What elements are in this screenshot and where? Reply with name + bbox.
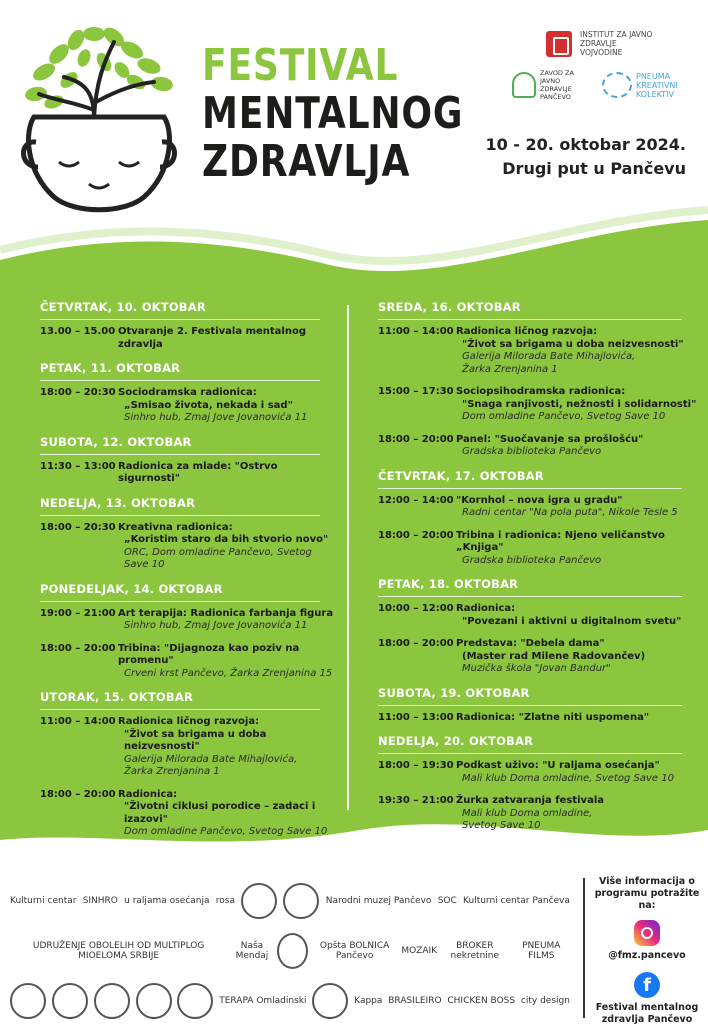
day-title: PONEDELJAK, 14. OKTOBAR <box>40 582 320 602</box>
event-subtitle: "Životni ciklusi porodice – zadaci i izazovi" <box>124 801 316 825</box>
event-title: Radionica ličnog razvoja: <box>118 716 260 727</box>
day-block <box>40 582 335 681</box>
program-schedule <box>0 300 708 837</box>
day-title: PETAK, 11. OKTOBAR <box>40 361 320 381</box>
day-title: UTORAK, 15. OKTOBAR <box>40 690 320 710</box>
sponsor-logo: CHICKEN BOSS <box>447 996 516 1006</box>
logo-row-2 <box>10 928 570 974</box>
event-item <box>40 789 335 839</box>
institute-logo <box>546 30 692 57</box>
event-location: Galerija Milorada Bate Mihajlovića, <box>462 351 636 362</box>
sponsor-logo: PNEUMA FILMS <box>522 941 561 961</box>
sponsor-logo: BROKER nekretnine <box>450 941 500 961</box>
event-title: Panel: "Suočavanje sa prošlošću" <box>456 433 644 445</box>
sponsor-logo: u raljama osećanja <box>124 896 210 906</box>
event-subtitle: "Život sa brigama u doba neizvesnosti" <box>462 338 684 350</box>
event-location: Dom omladine Pančevo, Svetog Save 10 <box>462 411 666 422</box>
sponsor-logo <box>283 883 319 919</box>
event-time: 18:00 – 20:30 <box>40 387 116 398</box>
event-title: Radionica ličnog razvoja: <box>456 326 598 337</box>
institute-name: INSTITUT ZA JAVNO ZDRAVLJE VOJVODINE <box>580 30 653 57</box>
event-description <box>456 712 698 725</box>
sponsor-logo: TERAPA Omladinski <box>219 996 307 1006</box>
title-line-2: MENTALNOG <box>202 88 464 139</box>
day-title: NEDELJA, 20. OKTOBAR <box>378 734 682 754</box>
event-item <box>378 603 698 628</box>
zavod-name: ZAVOD ZA JAVNO ZDRAVLJE PANČEVO <box>540 69 574 101</box>
event-title: Sociodramska radionica: <box>118 387 257 398</box>
event-time: 13.00 – 15.00 <box>40 326 116 337</box>
event-time: 12:00 – 14:00 <box>378 494 454 506</box>
day-block <box>378 300 698 459</box>
day-block <box>40 496 335 572</box>
sponsor-logo: Narodni muzej Pančevo <box>325 896 432 906</box>
day-title: SREDA, 16. OKTOBAR <box>378 300 682 320</box>
sponsor-logo: SOC <box>437 896 457 906</box>
footer-divider <box>583 878 585 1018</box>
event-time: 18:00 – 20:00 <box>40 788 116 800</box>
partners-top <box>512 30 692 101</box>
sponsor-logo <box>241 883 277 919</box>
event-subtitle: „Smisao života, nekada i sad" <box>124 399 293 411</box>
event-item <box>378 760 698 785</box>
info-text: Više informacija o programu potražite na: <box>594 876 700 911</box>
day-block <box>378 686 698 725</box>
event-subtitle: "Povezani i aktivni u digitalnom svetu" <box>462 615 682 627</box>
event-time: 11:00 – 13:00 <box>378 711 454 723</box>
event-title: "Kornhol – nova igra u gradu" <box>456 494 623 506</box>
program-column-left <box>40 300 335 849</box>
sponsor-logo: rosa <box>215 896 235 906</box>
event-item <box>40 326 335 351</box>
event-time: 18:00 – 20:00 <box>378 529 454 541</box>
event-description <box>456 434 698 459</box>
event-time: 18:00 – 20:00 <box>378 433 454 445</box>
event-title: Art terapija: Radionica farbanja figura <box>118 607 334 619</box>
sponsor-logo: Kulturni centar <box>10 896 77 906</box>
event-location: Gradska biblioteka Pančevo <box>462 446 602 457</box>
event-title: Radionica: "Zlatne niti uspomena" <box>456 711 650 723</box>
event-title: Sociopsihodramska radionica: <box>456 386 626 397</box>
sponsor-logo <box>10 983 46 1019</box>
logo-row-3 <box>10 978 570 1024</box>
event-description <box>118 608 335 633</box>
event-time: 11:00 – 14:00 <box>40 716 116 727</box>
sponsor-logo <box>312 983 348 1019</box>
event-subtitle: (Master rad Milene Radovančev) <box>462 650 646 662</box>
title-line-3: ZDRAVLJA <box>202 136 411 187</box>
program-column-right <box>378 300 698 843</box>
event-time: 18:00 – 20:30 <box>40 521 116 533</box>
sponsor-logo: MOZAIK <box>401 946 438 956</box>
facebook-page[interactable]: Festival mentalnog zdravlja Pančevo <box>595 1002 699 1024</box>
event-location: Sinhro hub, Zmaj Jove Jovanovića 11 <box>124 620 308 631</box>
day-block <box>378 577 698 676</box>
instagram-icon[interactable] <box>634 920 660 946</box>
event-description <box>118 387 335 425</box>
event-description <box>118 461 335 486</box>
event-location: Mali klub Doma omladine, Svetog Save 10 <box>462 772 674 784</box>
event-location: Muzička škola "Jovan Bandur" <box>462 663 611 674</box>
event-item <box>378 326 698 376</box>
sponsor-logo: Opšta BOLNICA Pančevo <box>319 941 390 961</box>
event-time: 18:00 – 20:00 <box>378 638 454 649</box>
title-line-1: FESTIVAL <box>202 40 399 91</box>
day-block <box>40 300 335 351</box>
event-description <box>456 795 698 833</box>
event-title: Radionica: <box>118 788 178 800</box>
sponsor-logo: Naša Mendaj <box>235 941 269 961</box>
pneuma-brain-icon <box>602 72 632 98</box>
event-subtitle: „Koristim staro da bih stvorio novo" <box>124 534 329 545</box>
event-time: 15:00 – 17:30 <box>378 386 454 397</box>
event-location: Galerija Milorada Bate Mihajlovića, <box>124 753 298 765</box>
event-description <box>118 716 335 779</box>
day-block <box>40 690 335 839</box>
event-subtitle: "Život sa brigama u doba neizvesnosti" <box>124 728 267 752</box>
event-location: ORC, Dom omladine Pančevo, Svetog Save 10 <box>124 546 312 570</box>
event-location: Crveni krst Pančevo, Žarka Zrenjanina 15 <box>124 667 333 679</box>
event-description <box>118 643 335 681</box>
event-item <box>40 643 335 681</box>
event-location-line2: Žarka Zrenjanina 1 <box>462 363 558 375</box>
sponsor-logo: UDRUŽENJE OBOLELIH OD MULTIPLOG MIOELOMA SRBIJE <box>32 941 205 961</box>
sponsor-logo: Kulturni centar Pančeva <box>463 896 570 906</box>
event-location: Radni centar "Na pola puta", Nikole Tesle 5 <box>462 507 678 518</box>
event-title: Otvaranje 2. Festivala mentalnog zdravlja <box>118 326 306 350</box>
contact-info <box>592 876 702 1024</box>
event-time: 19:30 – 21:00 <box>378 795 454 806</box>
event-description <box>456 760 698 785</box>
event-location: Gradska biblioteka Pančevo <box>462 554 602 566</box>
event-time: 18:00 – 20:00 <box>40 642 116 654</box>
sponsor-logo <box>52 983 88 1019</box>
zavod-emblem-icon <box>512 72 536 98</box>
event-time: 19:00 – 21:00 <box>40 607 116 619</box>
sponsor-logo: SINHRO <box>82 896 118 906</box>
event-item <box>378 795 698 833</box>
event-item <box>40 387 335 425</box>
festival-title <box>202 42 521 186</box>
day-block <box>378 734 698 833</box>
day-title: ČETVRTAK, 10. OKTOBAR <box>40 300 320 320</box>
sponsor-logo <box>177 983 213 1019</box>
sponsor-logo: BRASILEIRO <box>388 996 442 1006</box>
event-title: Kreativna radionica: <box>118 521 233 533</box>
sponsor-logo: Kappa <box>354 996 383 1006</box>
logo-row-1 <box>10 878 570 924</box>
event-description <box>118 326 335 351</box>
event-item <box>40 522 335 572</box>
event-description <box>456 326 698 376</box>
day-block <box>378 469 698 568</box>
event-description <box>456 530 698 568</box>
event-subtitle: "Snaga ranjivosti, nežnosti i solidarnosti" <box>462 398 697 410</box>
event-item <box>40 608 335 633</box>
date-range: 10 - 20. oktobar 2024. <box>485 135 686 154</box>
event-title: Tribina i radionica: Njeno veličanstvo „Knjiga" <box>456 529 665 553</box>
facebook-icon[interactable]: f <box>634 972 660 998</box>
event-location-line2: Žarka Zrenjanina 1 <box>124 766 220 777</box>
event-item <box>378 712 698 725</box>
event-location: Mali klub Doma omladine, <box>462 807 593 819</box>
event-location: Sinhro hub, Zmaj Jove Jovanovića 11 <box>124 412 308 423</box>
event-title: Žurka zatvaranja festivala <box>456 795 604 806</box>
event-item <box>378 495 698 520</box>
event-item <box>378 386 698 424</box>
event-title: Tribina: "Dijagnoza kao poziv na promenu" <box>118 642 300 666</box>
sponsor-logo <box>94 983 130 1019</box>
festival-dates <box>485 133 686 181</box>
day-block <box>40 361 335 425</box>
day-title: PETAK, 18. OKTOBAR <box>378 577 682 597</box>
event-title: Radionica za mlade: "Ostrvo sigurnosti" <box>118 460 278 484</box>
event-title: Podkast uživo: "U raljama osećanja" <box>456 760 660 771</box>
event-item <box>40 461 335 486</box>
event-time: 11:30 – 13:00 <box>40 460 116 472</box>
event-title: Radionica: <box>456 603 516 614</box>
event-description <box>456 603 698 628</box>
event-description <box>456 386 698 424</box>
event-item <box>378 434 698 459</box>
event-title: Predstava: "Debela dama" <box>456 638 605 649</box>
sponsor-logo <box>277 933 308 969</box>
sponsor-logo <box>136 983 172 1019</box>
event-description <box>456 638 698 676</box>
event-description <box>456 495 698 520</box>
institute-emblem-icon <box>546 31 572 57</box>
pneuma-name: PNEUMA KREATIVNI KOLEKTIV <box>636 71 678 99</box>
sponsor-logos <box>10 878 570 1024</box>
zavod-logo <box>512 69 594 101</box>
day-block <box>40 435 335 486</box>
edition-place: Drugi put u Pančevu <box>502 159 686 178</box>
day-title: NEDELJA, 13. OKTOBAR <box>40 496 320 516</box>
event-time: 11:00 – 14:00 <box>378 326 454 337</box>
event-time: 10:00 – 12:00 <box>378 603 454 614</box>
event-location-line2: Svetog Save 10 <box>462 820 541 831</box>
event-location: Dom omladine Pančevo, Svetog Save 10 <box>124 826 328 837</box>
day-title: SUBOTA, 19. OKTOBAR <box>378 686 682 706</box>
event-description <box>118 522 335 572</box>
event-item <box>378 638 698 676</box>
day-title: ČETVRTAK, 17. OKTOBAR <box>378 469 682 489</box>
instagram-handle[interactable]: @fmz.pancevo <box>608 950 686 961</box>
event-item <box>378 530 698 568</box>
sponsor-logo: city design <box>520 996 570 1006</box>
footer <box>0 868 708 1024</box>
pneuma-logo <box>602 72 696 99</box>
event-item <box>40 716 335 779</box>
event-description <box>118 789 335 839</box>
day-title: SUBOTA, 12. OKTOBAR <box>40 435 320 455</box>
event-time: 18:00 – 19:30 <box>378 760 454 771</box>
